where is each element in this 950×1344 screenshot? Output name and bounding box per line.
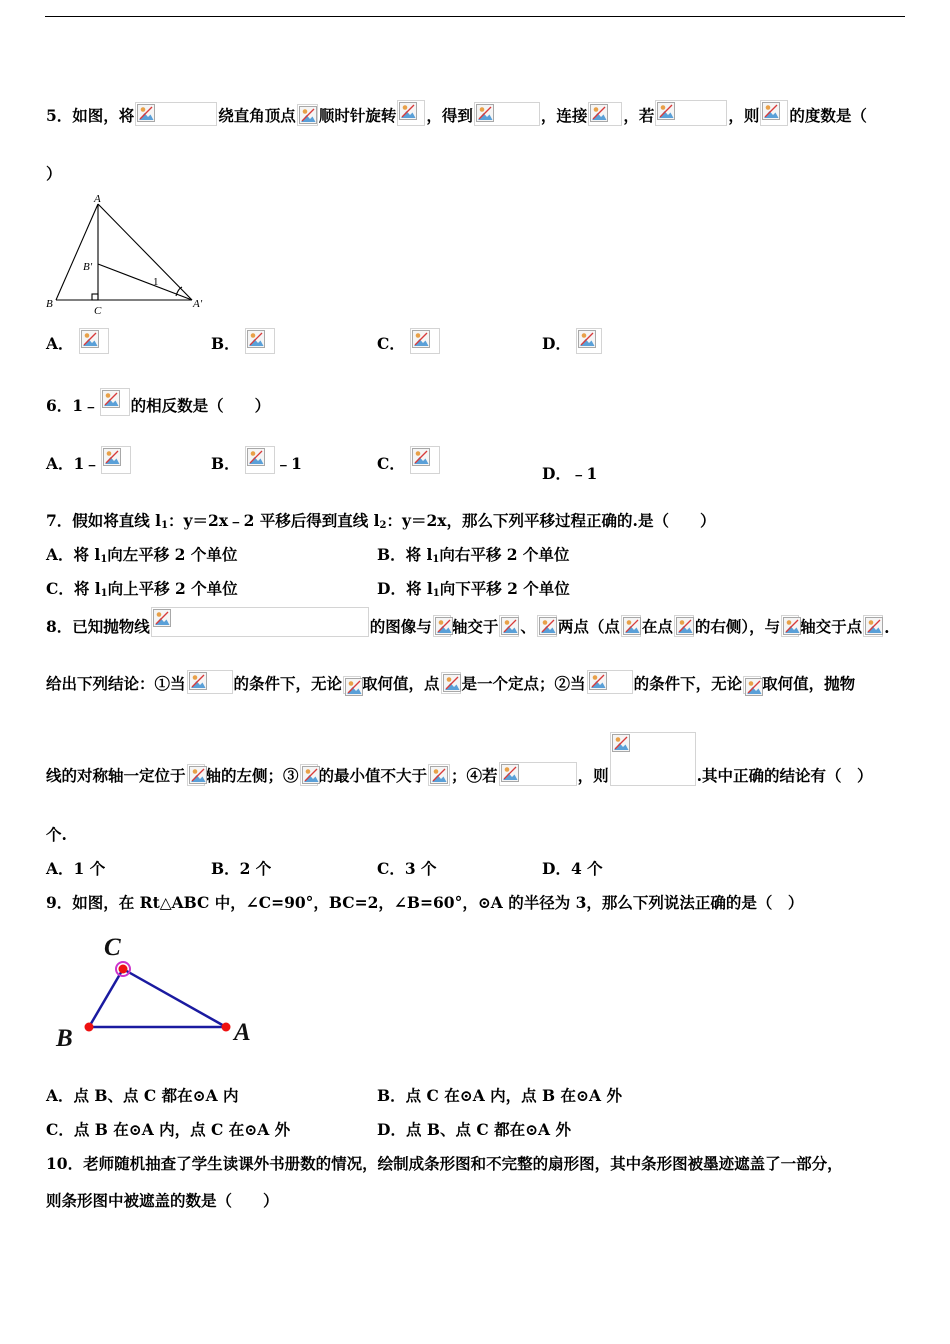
- option-label: A．: [46, 334, 74, 353]
- option-label: C．3 个: [377, 859, 437, 878]
- q8-text: 的图像与: [369, 617, 432, 636]
- q8-option-d[interactable]: [542, 857, 603, 879]
- option-label: D．4 个: [542, 859, 603, 878]
- image-placeholder-icon: [430, 766, 448, 784]
- option-label: D．: [542, 334, 571, 353]
- q5-text: ，则: [728, 106, 760, 125]
- q8-text: 轴的左侧；③: [205, 766, 299, 785]
- formula-image-icon: [587, 670, 633, 694]
- q8-text: 的最小值不大于: [318, 766, 428, 785]
- image-placeholder-icon: [247, 330, 265, 348]
- q8-text: 线的对称轴一定位于: [46, 766, 186, 785]
- q9-option-c[interactable]: [46, 1118, 290, 1140]
- image-placeholder-icon: [762, 102, 780, 120]
- image-placeholder-icon: [412, 330, 430, 348]
- q7-text: 7．假如将直线 l: [46, 511, 162, 530]
- formula-image-icon: [343, 676, 361, 694]
- image-placeholder-icon: [189, 672, 207, 690]
- q5-text: 顺时针旋转: [318, 106, 397, 125]
- q5-text: 5．如图，将: [46, 106, 135, 125]
- q8-text: 的右侧），与: [694, 617, 781, 636]
- image-placeholder-icon: [302, 766, 320, 784]
- option-label: A．1 个: [46, 859, 106, 878]
- option-label: D．﹣1: [542, 464, 598, 483]
- formula-image-icon: [187, 670, 233, 694]
- q10-text: 则条形图中被遮盖的数是（ ）: [46, 1191, 279, 1210]
- formula-image-icon: [621, 615, 641, 637]
- q8-line-2: [46, 670, 855, 694]
- fig-label-B: B: [56, 1025, 73, 1052]
- q7-option-b[interactable]: [377, 543, 569, 565]
- image-placeholder-icon: [345, 678, 363, 696]
- option-image-icon: [101, 446, 131, 474]
- image-placeholder-icon: [590, 104, 608, 122]
- image-placeholder-icon: [612, 734, 630, 752]
- option-label: B．2 个: [211, 859, 272, 878]
- subscript: 1: [161, 520, 169, 531]
- formula-image-icon: [537, 615, 557, 637]
- q8-text: 轴交于点: [800, 617, 863, 636]
- q5-text: ，得到: [426, 106, 473, 125]
- option-label: A．1﹣: [46, 454, 100, 473]
- option-text: B．点 C 在⊙A 内，点 B 在⊙A 外: [377, 1086, 622, 1105]
- q6-text: 6．1﹣: [46, 396, 99, 415]
- q5-option-b[interactable]: [211, 328, 276, 354]
- q10-line-1: [46, 1152, 843, 1174]
- q8-text: 两点（点: [557, 617, 620, 636]
- q8-line-3: [46, 732, 872, 786]
- q6-option-b[interactable]: [211, 446, 302, 474]
- q8-option-b[interactable]: [211, 857, 271, 879]
- image-placeholder-icon: [623, 617, 641, 635]
- image-placeholder-icon: [399, 102, 417, 120]
- option-image-icon: [245, 328, 275, 354]
- formula-image-icon: [474, 102, 540, 126]
- q7-text: ：y＝2x，那么下列平移过程正确的.是（ ）: [386, 511, 716, 530]
- option-image-icon: [245, 446, 275, 474]
- formula-image-icon: [297, 104, 318, 126]
- option-text: A．点 B、点 C 都在⊙A 内: [46, 1086, 239, 1105]
- q5-close-paren: ）: [46, 164, 62, 183]
- subscript: 2: [379, 520, 387, 531]
- formula-image-icon: [499, 762, 577, 786]
- q9-text: 9．如图，在 Rt△ABC 中，∠C=90°，BC=2，∠B=60°，⊙A 的半径为 3，那么下列说法正确的是（ ）: [46, 893, 804, 912]
- image-placeholder-icon: [476, 104, 494, 122]
- image-placeholder-icon: [299, 106, 317, 124]
- fig-label-A: A: [234, 1019, 251, 1046]
- q7-option-c[interactable]: [46, 577, 238, 599]
- subscript: 1: [432, 588, 440, 599]
- q5-option-c[interactable]: [377, 328, 441, 354]
- option-image-icon: [410, 446, 440, 474]
- option-text: D．点 B、点 C 都在⊙A 外: [377, 1120, 571, 1139]
- fig-label-C: C: [94, 305, 102, 317]
- q9-triangle-figure: [50, 928, 265, 1056]
- formula-image-icon: [499, 615, 519, 637]
- q7-text: ：y＝2x﹣2 平移后得到直线 l: [168, 511, 380, 530]
- image-placeholder-icon: [247, 448, 265, 466]
- fig-label-A-prime: A′: [193, 298, 203, 310]
- q8-option-c[interactable]: [377, 857, 437, 879]
- option-label: C．: [377, 454, 405, 473]
- image-placeholder-icon: [783, 617, 801, 635]
- formula-image-icon: [588, 102, 622, 126]
- q9-option-d[interactable]: [377, 1118, 571, 1140]
- q7-stem: [46, 509, 715, 531]
- q8-text: 取何值，抛物: [762, 674, 856, 693]
- q9-option-b[interactable]: [377, 1084, 622, 1106]
- q8-text: ，则: [577, 766, 609, 785]
- q5-text: ，若: [623, 106, 655, 125]
- formula-image-icon: [863, 615, 883, 637]
- formula-image-icon: [433, 615, 451, 637]
- q8-option-a[interactable]: [46, 857, 105, 879]
- formula-image-icon: [781, 615, 799, 637]
- option-text: 向左平移 2 个单位: [107, 545, 238, 564]
- image-placeholder-icon: [539, 617, 557, 635]
- image-placeholder-icon: [153, 609, 171, 627]
- q5-text: 的度数是（: [789, 106, 867, 125]
- formula-image-icon: [428, 764, 450, 786]
- formula-image-icon: [300, 764, 318, 786]
- formula-image-icon: [674, 615, 694, 637]
- image-placeholder-icon: [501, 764, 519, 782]
- q5-text: 绕直角顶点: [218, 106, 296, 125]
- q8-text: 的条件下，无论: [233, 674, 343, 693]
- q8-text: 8．已知抛物线: [46, 617, 150, 636]
- q6-option-a[interactable]: [46, 446, 132, 474]
- option-label: C．: [377, 334, 405, 353]
- formula-image-icon: [760, 100, 788, 126]
- image-placeholder-icon: [103, 448, 121, 466]
- option-text: 向右平移 2 个单位: [439, 545, 570, 564]
- image-placeholder-icon: [676, 617, 694, 635]
- image-placeholder-icon: [865, 617, 883, 635]
- q5-stem: [46, 100, 867, 126]
- image-placeholder-icon: [443, 674, 461, 692]
- formula-image-icon: [187, 764, 205, 786]
- q8-text: 个.: [46, 825, 67, 844]
- q8-text: 在点: [641, 617, 673, 636]
- q5-close: [46, 162, 62, 184]
- q8-text: 给出下列结论：①当: [46, 674, 186, 693]
- q8-text: 的条件下，无论: [633, 674, 743, 693]
- formula-image-icon: [743, 676, 761, 694]
- q8-text: 轴交于: [451, 617, 499, 636]
- q8-line-4: [46, 823, 67, 845]
- q10-text: 10．老师随机抽查了学生读课外书册数的情况，绘制成条形图和不完整的扇形图，其中条形图被墨迹遮盖了一部分，: [46, 1154, 843, 1173]
- option-label: B．: [211, 334, 240, 353]
- option-image-icon: [79, 328, 109, 354]
- subscript: 1: [100, 554, 108, 565]
- image-placeholder-icon: [137, 104, 155, 122]
- fig-label-B: B: [46, 298, 53, 310]
- q8-text: .其中正确的结论有（ ）: [696, 766, 873, 785]
- q7-option-d[interactable]: [377, 577, 570, 599]
- q5-triangle-figure: [40, 192, 215, 317]
- q5-text: ，连接: [540, 106, 588, 125]
- formula-image-icon: [135, 102, 217, 126]
- option-text: B．将 l: [377, 545, 433, 564]
- image-placeholder-icon: [412, 448, 430, 466]
- option-text: C．将 l: [46, 579, 101, 598]
- option-image-icon: [410, 328, 440, 354]
- option-text: ﹣1: [275, 454, 302, 473]
- formula-image-icon: [397, 100, 425, 126]
- image-placeholder-icon: [102, 390, 120, 408]
- q9-stem: [46, 891, 803, 913]
- formula-image-icon: [100, 388, 130, 416]
- q10-line-2: [46, 1189, 279, 1211]
- fig-label-B-prime: B′: [83, 261, 93, 273]
- q8-text: 、: [520, 617, 536, 636]
- image-placeholder-icon: [435, 617, 453, 635]
- image-placeholder-icon: [81, 330, 99, 348]
- q8-text: 取何值，点: [362, 674, 440, 693]
- option-text: A．将 l: [46, 545, 101, 564]
- image-placeholder-icon: [745, 678, 763, 696]
- formula-image-icon: [151, 607, 369, 637]
- header-rule: [45, 16, 905, 17]
- option-label: B．: [211, 454, 240, 473]
- q8-text: ；④若: [451, 766, 498, 785]
- q8-text: 是一个定点；②当: [461, 674, 586, 693]
- image-placeholder-icon: [578, 330, 596, 348]
- image-placeholder-icon: [501, 617, 519, 635]
- q6-text: 的相反数是（ ）: [130, 396, 271, 415]
- subscript: 1: [432, 554, 440, 565]
- q7-option-a[interactable]: [46, 543, 237, 565]
- q6-stem: [46, 388, 270, 416]
- q6-option-c[interactable]: [377, 446, 441, 474]
- fig-label-C: C: [104, 934, 121, 961]
- fig-label-A: A: [94, 193, 101, 205]
- option-image-icon: [576, 328, 602, 354]
- fig-label-angle-1: 1: [153, 276, 159, 288]
- q5-option-a[interactable]: [46, 328, 110, 354]
- image-placeholder-icon: [189, 766, 207, 784]
- q6-option-d[interactable]: [542, 462, 597, 484]
- image-placeholder-icon: [589, 672, 607, 690]
- option-text: 向上平移 2 个单位: [107, 579, 238, 598]
- q9-option-a[interactable]: [46, 1084, 239, 1106]
- formula-image-icon: [610, 732, 696, 786]
- formula-image-icon: [655, 100, 727, 126]
- image-placeholder-icon: [657, 102, 675, 120]
- q5-option-d[interactable]: [542, 328, 603, 354]
- option-text: 向下平移 2 个单位: [439, 579, 570, 598]
- option-text: D．将 l: [377, 579, 433, 598]
- q8-line-1: [46, 607, 890, 637]
- subscript: 1: [100, 588, 108, 599]
- option-text: C．点 B 在⊙A 内，点 C 在⊙A 外: [46, 1120, 291, 1139]
- q8-text: .: [884, 618, 890, 637]
- formula-image-icon: [441, 672, 461, 694]
